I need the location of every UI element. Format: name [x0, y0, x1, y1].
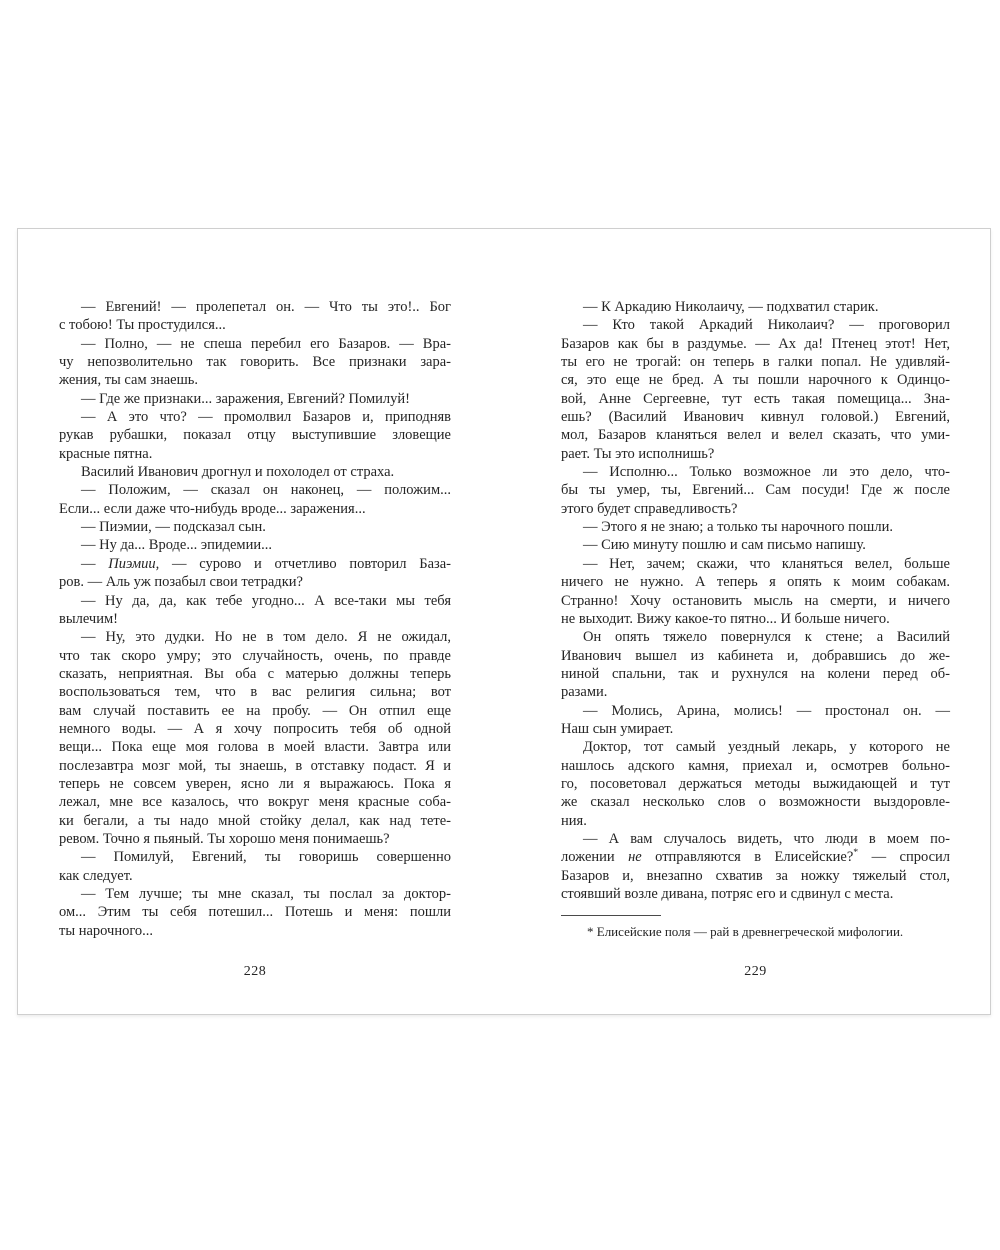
text-line: Доктор, тот самый уездный лекарь, у которого не — [583, 739, 950, 756]
footnote-rule — [561, 915, 661, 916]
text-line: красные пятна. — [59, 445, 153, 462]
text-line: ничего не нужно. А теперь я опять к моим собакам. — [561, 574, 950, 591]
text-line: — Где же признаки... заражения, Евгений? Помилуй! — [81, 390, 410, 407]
text-line: разами. — [561, 684, 608, 701]
text-line: — Тем лучше; ты мне сказал, ты послал за доктор- — [81, 886, 451, 902]
footnote-text: * Елисейские поля — рай в древнегреческой мифологии. — [587, 924, 904, 940]
text-line: — Молись, Арина, молись! — простонал он. — — [583, 702, 950, 719]
text-line: — Пиэмии, — подсказал сын. — [81, 519, 266, 536]
text-line: ки бегали, а ты надо мной стойку делал, как над тете- — [59, 812, 451, 829]
text-lines-right — [561, 298, 950, 903]
text-line: — Этого я не знаю; а только ты нарочного пошли. — [583, 519, 893, 536]
text-line: Если... если даже что-нибудь вроде... заражения... — [59, 500, 366, 517]
text-line: — Нет, зачем; скажи, что кланяться велел, больше — [583, 555, 950, 572]
text-line: рукав рубашки, показал отцу выступившие зловещие — [59, 427, 451, 444]
text-line: Он опять тяжело повернулся к стене; а Василий — [583, 629, 950, 646]
text-line: вой, Анне Сергеевне, тут есть такая помещица... Зна- — [561, 390, 950, 407]
text-line: бы ты умер, ты, Евгений... Сам посуди! Где ж после — [561, 482, 950, 499]
text-line: — Пиэмии, — сурово и отчетливо повторил База- — [81, 555, 452, 572]
text-line: чу непозволительно так говорить. Все признаки зара- — [59, 354, 451, 371]
text-line: рает. Ты это исполнишь? — [561, 445, 715, 462]
text-line: — Ну, это дудки. Но не в том дело. Я не ожидал, — [81, 629, 451, 646]
text-line: ты его не трогай: он теперь в галки попал. Не удивляй- — [561, 354, 950, 371]
text-line: вещи... Пока еще моя голова в моей власти. Завтра или — [59, 739, 451, 756]
text-line: вылечим! — [59, 610, 118, 627]
page-left — [59, 298, 451, 998]
book-spread — [17, 228, 991, 1015]
text-line: Базаров как бы в раздумье. — Ах да! Птенец этот! Нет, — [561, 335, 950, 352]
text-line: вам случай поставить ее на пробу. — Он отпил еще — [59, 702, 451, 719]
text-line: — Исполню... Только возможное ли это дело, что- — [583, 464, 950, 481]
text-line: сказать, неприятная. Вы оба с матерью должны теперь — [59, 665, 451, 682]
text-line: — Ну да... Вроде... эпидемии... — [81, 537, 272, 554]
text-line: — Помилуй, Евгений, ты говоришь совершенно — [81, 849, 451, 866]
text-line: немного воды. — А я хочу попросить тебя об одной — [59, 720, 451, 737]
footnote — [561, 915, 950, 940]
text-line: Иванович вышел из кабинета и, добравшись до же- — [561, 647, 950, 664]
text-line: ниной спальни, так и рухнулся на колени перед об- — [561, 665, 950, 682]
text-line: Василий Иванович дрогнул и похолодел от страха. — [81, 464, 395, 481]
text-line: ся, это еще не бред. А ты пошли нарочного к Одинцо- — [561, 372, 950, 389]
text-line: — Положим, — сказал он наконец, — положим... — [81, 482, 451, 499]
text-line: ния. — [561, 812, 587, 829]
text-line: — Сию минуту пошлю и сам письмо напишу. — [583, 537, 866, 554]
text-line: стоявший возле дивана, потряс его и сдвинул с места. — [561, 886, 894, 902]
text-line: с тобою! Ты простудился... — [59, 317, 226, 334]
page-number-right: 229 — [744, 964, 767, 979]
text-line: ом... Этим ты себя потешил... Потешь и меня: пошли — [59, 904, 451, 921]
text-line: воспользоваться тем, что в вас религия сильна; вот — [59, 684, 451, 701]
text-line: Странно! Хочу остановить мысль на смерти, и ничего — [561, 592, 950, 609]
text-line: ешь? (Василий Иванович кивнул головой.) Евгений, — [561, 409, 950, 426]
text-line: как следует. — [59, 867, 133, 884]
page-number-left: 228 — [243, 964, 267, 979]
text-line: — Евгений! — пролепетал он. — Что ты это!.. Бог — [81, 299, 451, 315]
text-line: ложении не отправляются в Елисейские?* — спросил — [561, 847, 951, 866]
page-right — [561, 298, 950, 998]
text-line: ты нарочного... — [59, 922, 154, 939]
text-line: — Полно, — не спеша перебил его Базаров. — Вра- — [81, 335, 451, 352]
text-line: Базаров и, внезапно схватив за ножку тяжелый стол, — [561, 867, 950, 884]
text-line: ров. — Аль уж позабыл свои тетрадки? — [59, 574, 303, 591]
text-line: нашлось адского камня, приехал и, осмотрев больно- — [561, 757, 950, 774]
text-line: — К Аркадию Николаичу, — подхватил старик. — [583, 299, 879, 315]
text-line: лежал, мне все казалось, что вокруг меня красные соба- — [59, 794, 451, 811]
text-line: — А вам случалось видеть, что люди в моем по- — [583, 830, 950, 847]
text-line: — А это что? — промолвил Базаров и, приподняв — [81, 409, 451, 426]
text-line: го, посоветовал держаться методы выжидающей и тут — [561, 775, 950, 792]
text-lines-left — [59, 298, 451, 940]
text-line: мол, Базаров кланяться велел и велел сказать, что уми- — [561, 427, 950, 444]
text-line: послезавтра мозг мой, ты знаешь, в отставку подаст. Я и — [59, 757, 451, 774]
text-line: этого будет справедливость? — [561, 500, 738, 517]
text-line: жения, ты сам знаешь. — [59, 372, 199, 389]
text-line: Наш сын умирает. — [561, 720, 674, 737]
text-line: теперь не совсем уверен, ясно ли я выражаюсь. Пока я — [59, 775, 451, 792]
text-line: же сказал несколько слов о возможности выздоровле- — [561, 794, 950, 811]
text-line: — Кто такой Аркадий Николаич? — проговорил — [583, 317, 950, 334]
text-line: — Ну да, да, как тебе угодно... А все-таки мы тебя — [81, 592, 451, 609]
text-line: что так скоро умру; это случайность, очень, по правде — [59, 647, 451, 664]
text-line: ревом. Точно я пьяный. Ты хорошо меня понимаешь? — [59, 830, 390, 847]
text-line: не выходит. Вижу какое-то пятно... И больше ничего. — [561, 610, 890, 627]
